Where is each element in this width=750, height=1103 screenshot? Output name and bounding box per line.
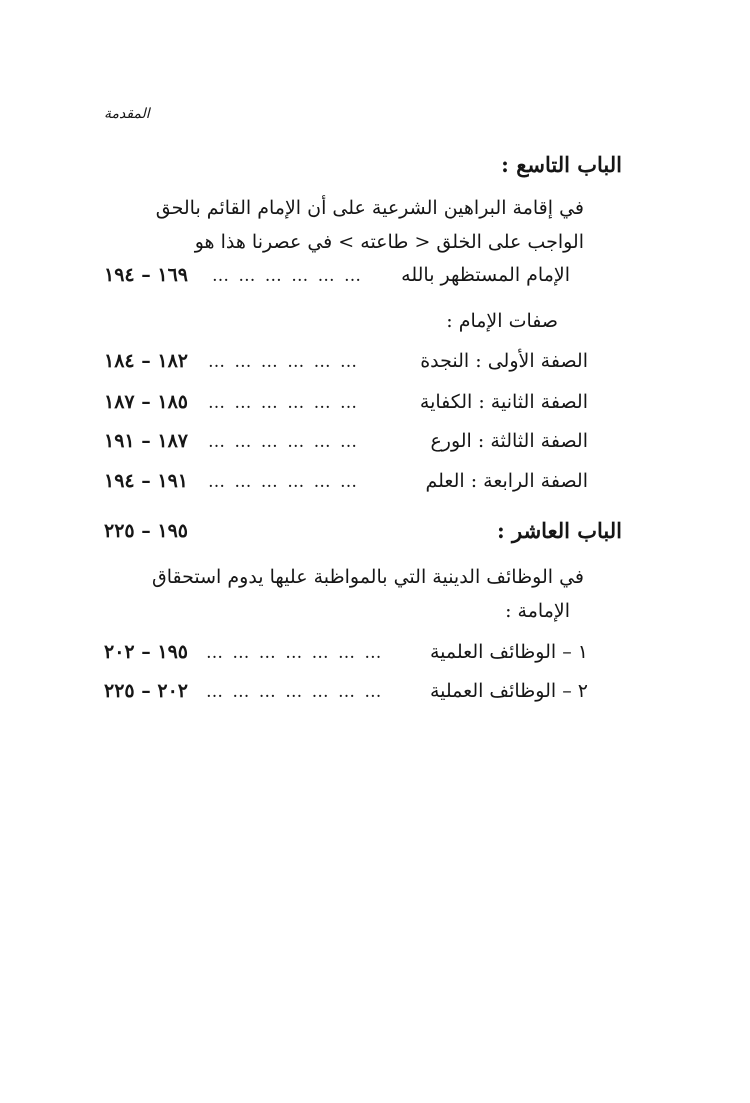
chapter-10-desc-line2: الإمامة :	[505, 600, 570, 622]
toc-item-dots: … … … … … … …	[206, 643, 384, 663]
chapter-10-pages: ١٩٥ – ٢٢٥	[104, 520, 188, 542]
toc-item-dots: … … … … … …	[208, 432, 360, 452]
chapter-9-desc-line3: الإمام المستظهر بالله	[401, 264, 570, 286]
chapter-10-title: الباب العاشر :	[496, 518, 622, 543]
chapter-9-pages: ١٦٩ – ١٩٤	[104, 264, 188, 286]
chapter-9-sub-heading: صفات الإمام :	[446, 310, 558, 332]
toc-item-label: ١ – الوظائف العلمية	[429, 641, 588, 663]
toc-item-pages: ١٩٥ – ٢٠٢	[104, 641, 188, 663]
toc-item-pages: ١٨٢ – ١٨٤	[104, 350, 188, 372]
toc-item-dots: … … … … … …	[208, 472, 360, 492]
toc-item-dots: … … … … … …	[208, 393, 360, 413]
toc-item-dots: … … … … … … …	[206, 682, 384, 702]
toc-item-label: الصفة الثالثة : الورع	[430, 430, 588, 452]
toc-item-pages: ١٨٥ – ١٨٧	[104, 391, 188, 413]
toc-item-pages: ٢٠٢ – ٢٢٥	[104, 680, 188, 702]
toc-item-label: الصفة الثانية : الكفاية	[419, 391, 588, 413]
toc-item-label: الصفة الرابعة : العلم	[425, 470, 588, 492]
toc-item-pages: ١٩١ – ١٩٤	[104, 470, 188, 492]
chapter-9-desc-line1: في إقامة البراهين الشرعية على أن الإمام القائم بالحق	[155, 197, 584, 219]
toc-item-dots: … … … … … …	[208, 352, 360, 372]
toc-item-label: الصفة الأولى : النجدة	[420, 350, 588, 372]
chapter-9-title: الباب التاسع :	[501, 152, 622, 177]
chapter-10-desc-line1: في الوظائف الدينية التي بالمواظبة عليها يدوم استحقاق	[152, 566, 584, 588]
chapter-9-desc-line2: الواجب على الخلق < طاعته > في عصرنا هذا هو	[194, 231, 584, 253]
running-head: المقدمة	[104, 106, 150, 122]
chapter-9-leader-dots: … … … … … …	[212, 266, 364, 286]
toc-item-pages: ١٨٧ – ١٩١	[104, 430, 188, 452]
toc-item-label: ٢ – الوظائف العملية	[429, 680, 588, 702]
